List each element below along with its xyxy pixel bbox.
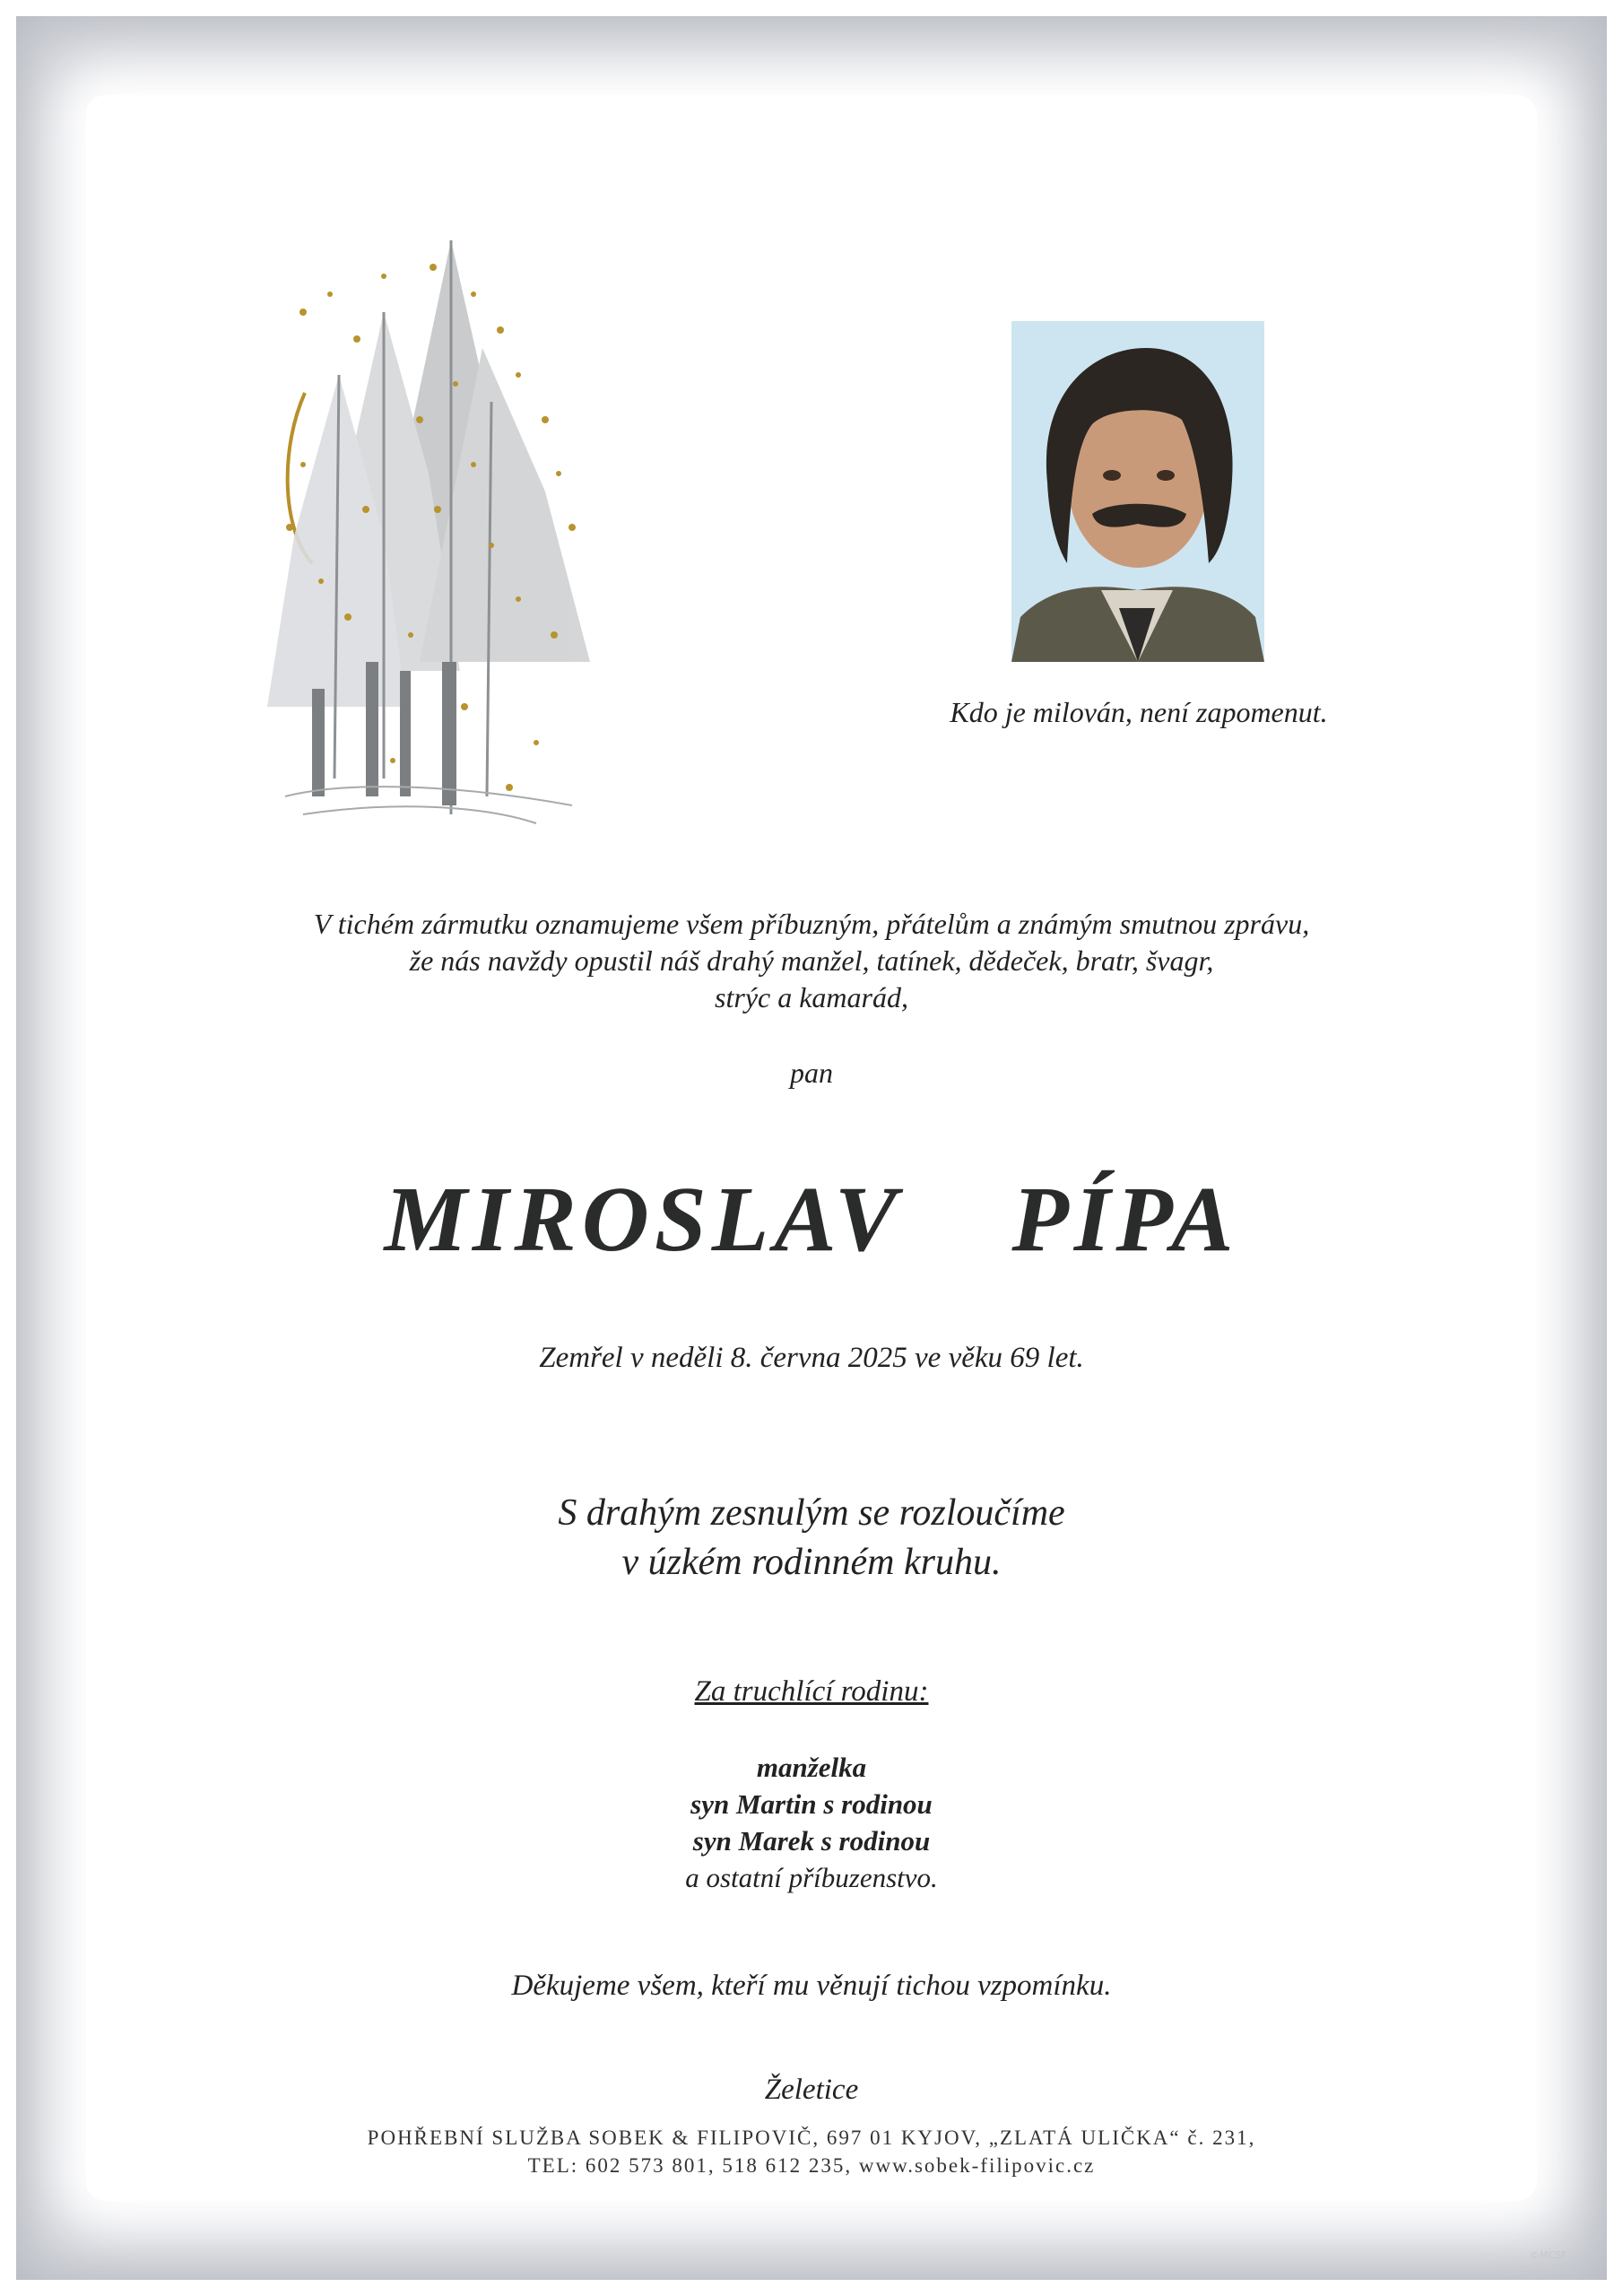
portrait-photo bbox=[1011, 321, 1264, 662]
for-family-wrapper bbox=[0, 1675, 1623, 1709]
death-notice: Zemřel v neděli 8. června 2025 ve věku 69 let. bbox=[539, 1342, 1084, 1374]
intro-line: strýc a kamarád, bbox=[715, 981, 908, 1013]
family-member: a ostatní příbuzenstvo. bbox=[685, 1862, 938, 1893]
trees-illustration-icon bbox=[249, 240, 626, 841]
footer-line: TEL: 602 573 801, 518 612 235, www.sobek-filipovic.cz bbox=[527, 2154, 1096, 2177]
family-member: manželka bbox=[756, 1752, 867, 1783]
salutation: pan bbox=[790, 1057, 833, 1089]
corner-watermark: ©MCSF bbox=[1530, 2249, 1567, 2261]
for-family-label: Za truchlící rodinu: bbox=[694, 1675, 929, 1708]
family-member: syn Marek s rodinou bbox=[692, 1825, 931, 1857]
family-member: syn Martin s rodinou bbox=[690, 1788, 933, 1820]
intro-line: V tichém zármutku oznamujeme všem příbuzným, přátelům a známým smutnou zprávu, bbox=[313, 908, 1310, 940]
intro-text bbox=[0, 906, 1623, 1016]
motto: Kdo je milován, není zapomenut. bbox=[950, 696, 1328, 728]
family-list bbox=[0, 1749, 1623, 1896]
place-name: Želetice bbox=[764, 2074, 859, 2106]
farewell-text bbox=[0, 1489, 1623, 1587]
funeral-service-footer bbox=[0, 2124, 1623, 2179]
thanks-text: Děkujeme všem, kteří mu věnují tichou vzpomínku. bbox=[511, 1970, 1112, 2002]
deceased-name: MIROSLAV PÍPA bbox=[384, 1168, 1239, 1271]
footer-line: POHŘEBNÍ SLUŽBA SOBEK & FILIPOVIČ, 697 01 KYJOV, „ZLATÁ ULIČKA“ č. 231, bbox=[367, 2126, 1256, 2149]
farewell-line: S drahým zesnulým se rozloučíme bbox=[558, 1492, 1065, 1534]
intro-line: že nás navždy opustil náš drahý manžel, tatínek, dědeček, bratr, švagr, bbox=[409, 944, 1214, 977]
farewell-line: v úzkém rodinném kruhu. bbox=[621, 1542, 1002, 1583]
